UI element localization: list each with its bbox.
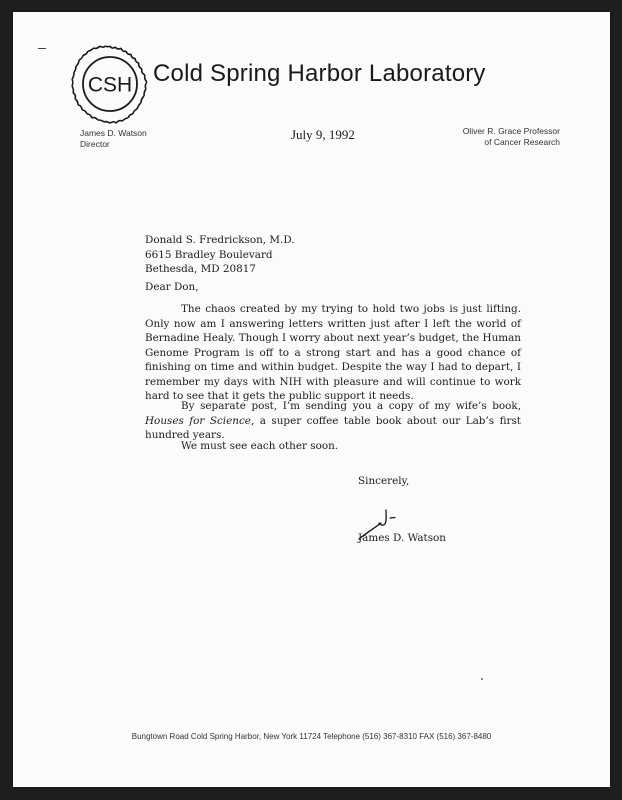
recipient-name: Donald S. Fredrickson, M.D. bbox=[145, 234, 295, 246]
closing: Sincerely, bbox=[358, 475, 410, 487]
letterhead-right-title-2: of Cancer Research bbox=[484, 137, 560, 147]
letter-page bbox=[13, 12, 610, 787]
letterhead-footer: Bungtown Road Cold Spring Harbor, New York 11724 Telephone (516) 367-8310 FAX (516) 367-8480 bbox=[131, 732, 492, 741]
organization-name: Cold Spring Harbor Laboratory bbox=[153, 60, 486, 87]
letterhead-left-block bbox=[80, 128, 147, 150]
signer-name: James D. Watson bbox=[358, 532, 446, 544]
paragraph-2-text-b: , a super coffee table book about our Lab’s first hundred years. bbox=[145, 414, 521, 441]
paragraph-1: The chaos created by my trying to hold two jobs is just lifting. Only now am I answering letters written just after I left the world of Bernadine Healy. Though I worry about next year’s budget, the Human Genome Program is off to a strong start and has a good chance of finishing on time and within budget. Despite the way I had to depart, I remember my days with NIH with pleasure and will continue to work hard to see that it gets the public support it needs. bbox=[145, 303, 521, 402]
paragraph-2-text-a: By separate post, I’m sending you a copy of my wife’s book, bbox=[181, 400, 521, 412]
letter-date: July 9, 1992 bbox=[291, 127, 355, 142]
book-title: Houses for Science bbox=[145, 414, 251, 427]
csh-logo bbox=[67, 40, 153, 126]
paper-speck bbox=[38, 48, 46, 49]
recipient-address bbox=[145, 233, 295, 277]
salutation: Dear Don, bbox=[145, 281, 199, 293]
paragraph-3: We must see each other soon. bbox=[181, 440, 339, 452]
logo-text: CSH bbox=[87, 73, 133, 97]
recipient-city: Bethesda, MD 20817 bbox=[145, 263, 256, 275]
paper-speck bbox=[481, 678, 483, 680]
letterhead-left-title: Director bbox=[80, 139, 110, 149]
letterhead-left-name: James D. Watson bbox=[80, 128, 147, 138]
letterhead-right-block bbox=[463, 126, 560, 148]
paragraph-2 bbox=[145, 399, 521, 443]
recipient-street: 6615 Bradley Boulevard bbox=[145, 248, 273, 261]
letterhead-right-title-1: Oliver R. Grace Professor bbox=[462, 126, 560, 136]
